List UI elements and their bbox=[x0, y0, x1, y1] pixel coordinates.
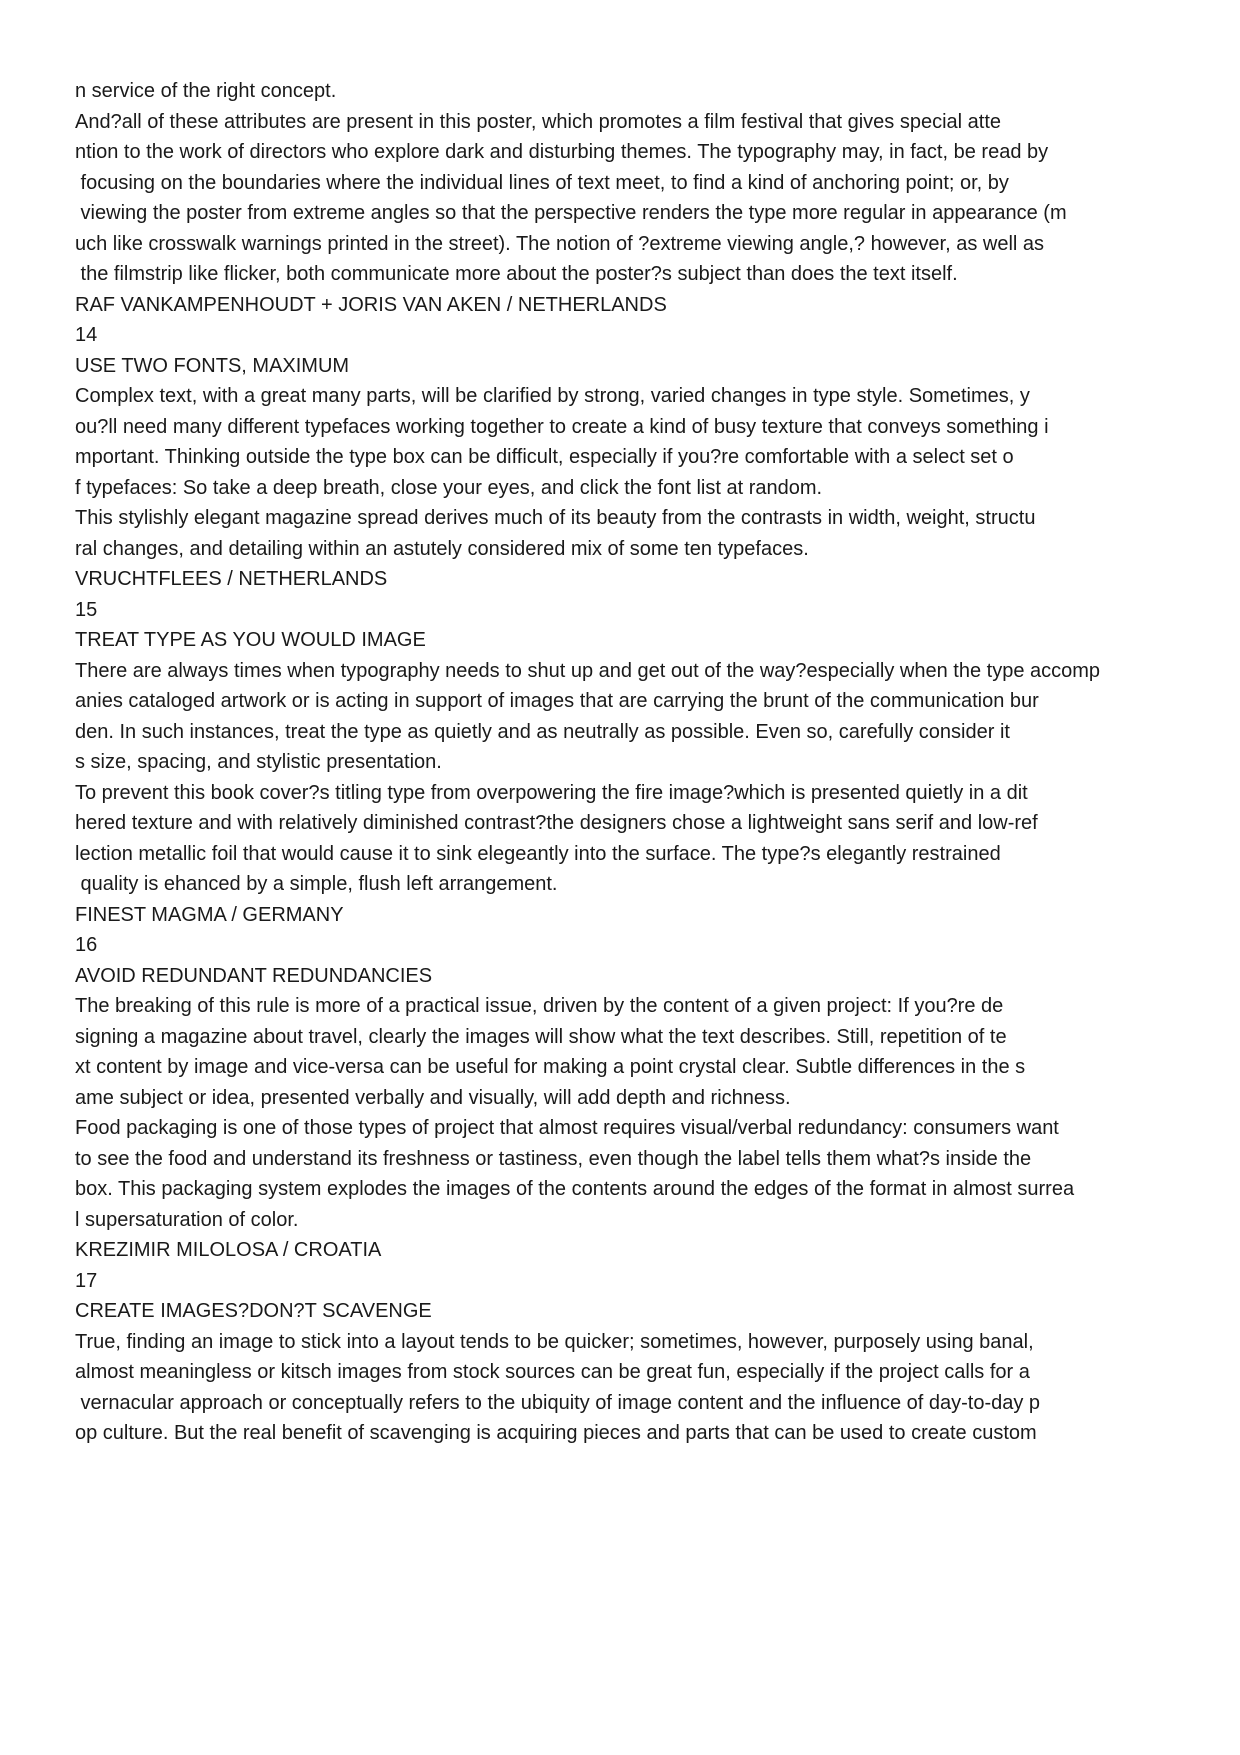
text-line: den. In such instances, treat the type as quietly and as neutrally as possible. Even so, carefully consider it bbox=[75, 720, 1010, 743]
text-line: vernacular approach or conceptually refers to the ubiquity of image content and the influence of day-to-day p bbox=[75, 1391, 1041, 1414]
text-line: the filmstrip like flicker, both communicate more about the poster?s subject than does the text itself. bbox=[75, 263, 958, 285]
text-line: USE TWO FONTS, MAXIMUM bbox=[75, 354, 350, 377]
text-line: viewing the poster from extreme angles so that the perspective renders the type more regular in appearance (m bbox=[75, 202, 1067, 224]
text-line: 17 bbox=[75, 1269, 98, 1292]
text-line: CREATE IMAGES?DON?T SCAVENGE bbox=[75, 1300, 432, 1322]
text-line: KREZIMIR MILOLOSA / CROATIA bbox=[75, 1239, 382, 1261]
text-line: to see the food and understand its freshness or tastiness, even though the label tells them what?s inside the bbox=[75, 1147, 1032, 1170]
text-line: hered texture and with relatively diminished contrast?the designers chose a lightweight sans serif and low-ref bbox=[75, 812, 1038, 834]
text-line: FINEST MAGMA / GERMANY bbox=[75, 903, 344, 926]
document-body bbox=[75, 76, 1225, 1449]
text-line: mportant. Thinking outside the type box can be difficult, especially if you?re comfortable with a select set o bbox=[75, 446, 1014, 468]
text-line: almost meaningless or kitsch images from stock sources can be great fun, especially if the project calls for a bbox=[75, 1361, 1030, 1383]
text-line: ntion to the work of directors who explore dark and disturbing themes. The typography may, in fact, be read by bbox=[75, 141, 1049, 163]
text-line: l supersaturation of color. bbox=[75, 1208, 299, 1231]
text-line: 15 bbox=[75, 598, 98, 621]
text-line: Complex text, with a great many parts, will be clarified by strong, varied changes in type style. Sometimes, y bbox=[75, 385, 1030, 407]
text-line: AVOID REDUNDANT REDUNDANCIES bbox=[75, 964, 433, 987]
text-line: uch like crosswalk warnings printed in the street). The notion of ?extreme viewing angle,? however, as well as bbox=[75, 232, 1045, 255]
text-line: RAF VANKAMPENHOUDT + JORIS VAN AKEN / NETHERLANDS bbox=[75, 293, 667, 316]
text-line: focusing on the boundaries where the individual lines of text meet, to find a kind of anchoring point; or, by bbox=[75, 171, 1009, 194]
text-line: Food packaging is one of those types of project that almost requires visual/verbal redundancy: consumers want bbox=[75, 1117, 1059, 1139]
text-line: VRUCHTFLEES / NETHERLANDS bbox=[75, 568, 388, 590]
text-line: And?all of these attributes are present in this poster, which promotes a film festival that gives special atte bbox=[75, 110, 1002, 133]
text-line: quality is ehanced by a simple, flush left arrangement. bbox=[75, 873, 558, 895]
text-line: 16 bbox=[75, 934, 98, 956]
text-line: ame subject or idea, presented verbally and visually, will add depth and richness. bbox=[75, 1086, 791, 1109]
text-line: ral changes, and detailing within an astutely considered mix of some ten typefaces. bbox=[75, 537, 809, 560]
text-line: xt content by image and vice-versa can be useful for making a point crystal clear. Subtle differences in the s bbox=[75, 1056, 1026, 1078]
text-line: The breaking of this rule is more of a practical issue, driven by the content of a given project: If you?re de bbox=[75, 995, 1004, 1017]
text-line: 14 bbox=[75, 324, 98, 346]
text-line: lection metallic foil that would cause it to sink elegeantly into the surface. The type?s elegantly restrained bbox=[75, 842, 1001, 865]
text-line: box. This packaging system explodes the images of the contents around the edges of the format in almost surrea bbox=[75, 1178, 1075, 1200]
text-line: To prevent this book cover?s titling type from overpowering the fire image?which is presented quietly in a dit bbox=[75, 781, 1028, 804]
text-line: True, finding an image to stick into a layout tends to be quicker; sometimes, however, purposely using banal, bbox=[75, 1330, 1034, 1353]
text-line: n service of the right concept. bbox=[75, 80, 337, 102]
text-line: There are always times when typography needs to shut up and get out of the way?especially when the type accomp bbox=[75, 659, 1101, 682]
text-line: anies cataloged artwork or is acting in support of images that are carrying the brunt of the communication bur bbox=[75, 690, 1039, 712]
text-line: TREAT TYPE AS YOU WOULD IMAGE bbox=[75, 629, 426, 651]
text-line: s size, spacing, and stylistic presentation. bbox=[75, 751, 442, 773]
text-line: signing a magazine about travel, clearly the images will show what the text describes. Still, repetition of te bbox=[75, 1025, 1007, 1048]
text-line: ou?ll need many different typefaces working together to create a kind of busy texture that conveys something i bbox=[75, 415, 1049, 438]
text-line: f typefaces: So take a deep breath, close your eyes, and click the font list at random. bbox=[75, 476, 823, 499]
text-line: op culture. But the real benefit of scavenging is acquiring pieces and parts that can be used to create custom bbox=[75, 1422, 1037, 1444]
text-line: This stylishly elegant magazine spread derives much of its beauty from the contrasts in width, weight, structu bbox=[75, 507, 1036, 529]
